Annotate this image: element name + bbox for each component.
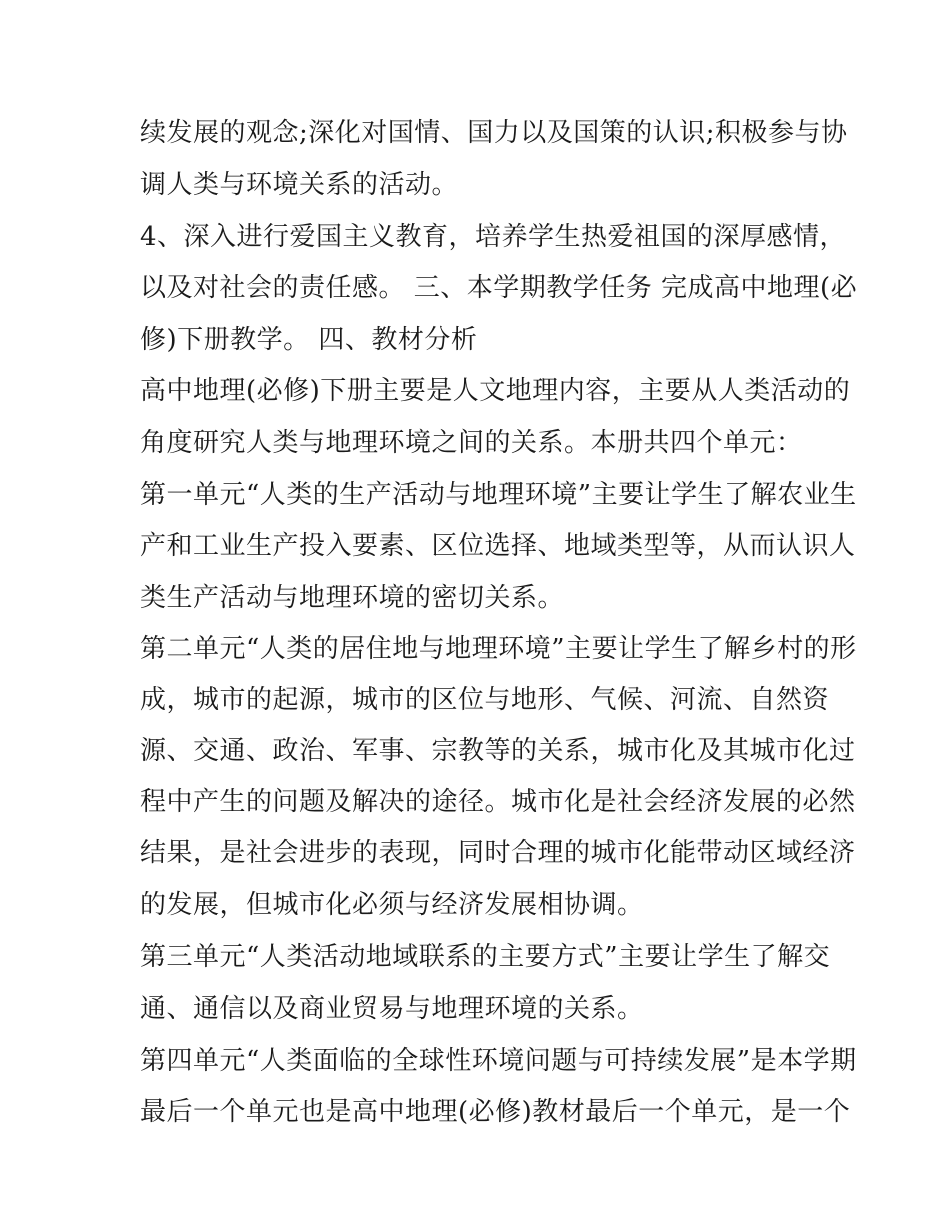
paragraph xyxy=(140,470,857,625)
paragraph xyxy=(140,1036,857,1138)
text-line: 调人类与环境关系的活动。 xyxy=(140,170,459,200)
text-line: 4、深入进行爱国主义教育，培养学生热爱祖国的深厚感情， xyxy=(140,221,847,252)
paragraph xyxy=(140,108,848,212)
paragraph xyxy=(140,212,858,367)
text-line: 角度研究人类与地理环境之间的关系。本册共四个单元： xyxy=(140,428,803,459)
text-line: 结果，是社会进步的表现，同时合理的城市化能带动区域经济 xyxy=(140,838,856,869)
text-line: 源、交通、政治、军事、宗教等的关系，城市化及其城市化过 xyxy=(140,736,856,767)
text-line: 续发展的观念;深化对国情、国力以及国策的认识;积极参与协 xyxy=(140,118,848,148)
text-line: 通、通信以及商业贸易与地理环境的关系。 xyxy=(140,993,644,1024)
text-line: 的发展，但城市化必须与经济发展相协调。 xyxy=(140,890,644,921)
text-line: 程中产生的问题及解决的途径。城市化是社会经济发展的必然 xyxy=(140,787,856,818)
text-line: 第二单元“人类的居住地与地理环境”主要让学生了解乡村的形 xyxy=(140,634,857,665)
text-line: 以及对社会的责任感。 三、本学期教学任务 完成高中地理(必 xyxy=(140,272,858,303)
text-line: 产和工业生产投入要素、区位选择、地域类型等，从而认识人 xyxy=(140,530,856,561)
paragraph xyxy=(140,932,831,1036)
paragraph xyxy=(140,366,851,470)
text-line: 高中地理(必修)下册主要是人文地理内容，主要从人类活动的 xyxy=(140,376,851,407)
text-line: 第一单元“人类的生产活动与地理环境”主要让学生了解农业生 xyxy=(140,479,857,510)
text-line: 最后一个单元也是高中地理(必修)教材最后一个单元，是一个 xyxy=(140,1096,851,1127)
text-line: 成，城市的起源，城市的区位与地形、气候、河流、自然资 xyxy=(140,685,830,716)
text-line: 修)下册教学。 四、教材分析 xyxy=(140,324,478,355)
text-line: 第四单元“人类面临的全球性环境问题与可持续发展”是本学期 xyxy=(140,1045,857,1076)
text-line: 类生产活动与地理环境的密切关系。 xyxy=(140,582,565,613)
paragraph xyxy=(140,624,857,932)
document-body xyxy=(140,108,858,1138)
text-line: 第三单元“人类活动地域联系的主要方式”主要让学生了解交 xyxy=(140,941,831,972)
